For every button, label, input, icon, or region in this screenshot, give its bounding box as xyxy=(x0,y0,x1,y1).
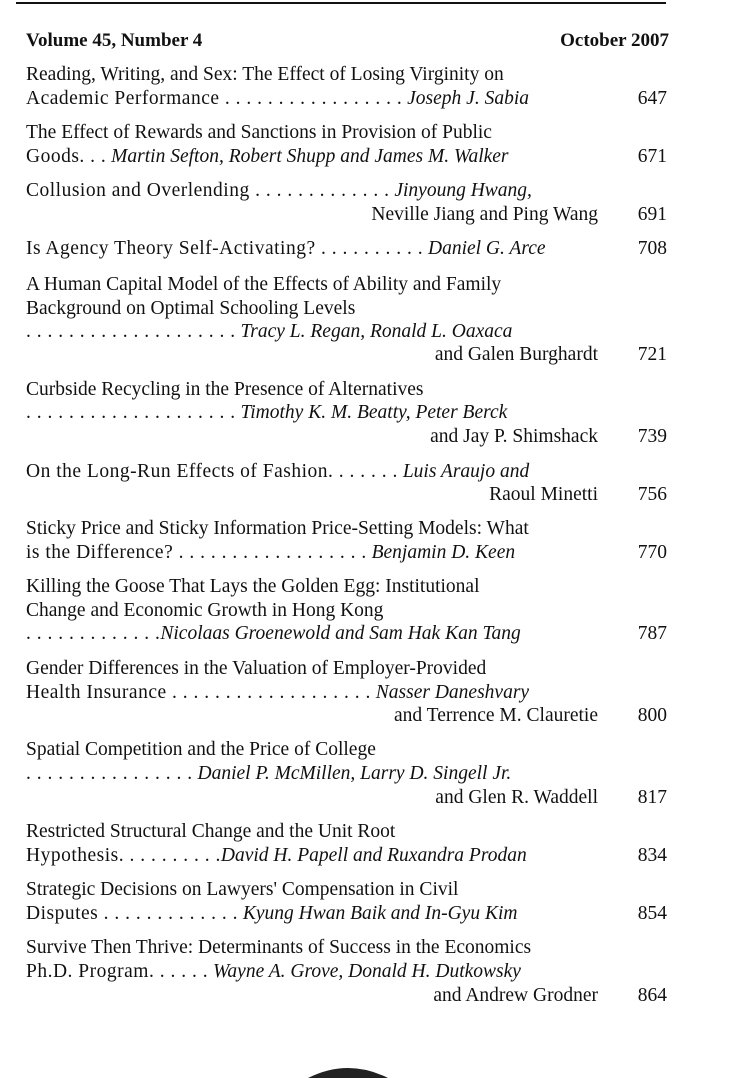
footer-ornament-icon xyxy=(306,1064,390,1078)
article-title-lead-line xyxy=(26,682,529,704)
author-names-continued: and Galen Burghardt xyxy=(434,344,598,365)
author-names: Nasser Daneshvary xyxy=(375,682,530,703)
article-title-line: Killing the Goose That Lays the Golden Egg: Institutional xyxy=(26,576,480,597)
article-title-line: Background on Optimal Schooling Levels xyxy=(26,298,356,319)
article-title-lead-line xyxy=(26,542,515,564)
title-with-leader: On the Long-Run Effects of Fashion. . . . . . . xyxy=(26,461,398,482)
article-title-line: The Effect of Rewards and Sanctions in Provision of Public xyxy=(26,122,492,143)
author-names-continued: and Jay P. Shimshack xyxy=(430,426,598,447)
title-with-leader: Hypothesis. . . . . . . . . . xyxy=(26,845,221,866)
article-title-lead-line xyxy=(26,180,532,202)
title-with-leader: Health Insurance . . . . . . . . . . . . . . . . . . . xyxy=(26,682,371,703)
page-number: 691 xyxy=(637,204,667,225)
title-with-leader: Collusion and Overlending . . . . . . . . . . . . . xyxy=(26,180,390,201)
article-title-line: Restricted Structural Change and the Unit Root xyxy=(26,821,396,842)
article-title-lead-line xyxy=(26,461,529,483)
article-title-lead-line xyxy=(26,763,511,785)
page-number: 739 xyxy=(637,426,667,447)
article-title-lead-line xyxy=(26,238,546,260)
author-names: Nicolaas Groenewold and Sam Hak Kan Tang xyxy=(160,623,521,644)
article-title-lead-line xyxy=(26,402,507,424)
article-title-lead-line xyxy=(26,321,512,343)
article-title-lead-line xyxy=(26,146,509,168)
article-title-lead-line xyxy=(26,845,527,867)
page-number: 787 xyxy=(637,623,667,644)
article-title-line: Reading, Writing, and Sex: The Effect of Losing Virginity on xyxy=(26,64,504,85)
article-title-lead-line xyxy=(26,961,521,983)
author-names: Daniel P. McMillen, Larry D. Singell Jr. xyxy=(197,763,512,784)
author-names: Daniel G. Arce xyxy=(427,238,546,259)
author-names: Martin Sefton, Robert Shupp and James M. Walker xyxy=(111,146,509,167)
title-with-leader: Is Agency Theory Self-Activating? . . . . . . . . . . xyxy=(26,238,424,259)
article-title-line: Sticky Price and Sticky Information Price-Setting Models: What xyxy=(26,518,529,539)
leader-dots: . . . . . . . . . . . . . . . . . . . . xyxy=(26,321,236,342)
article-title-line: Spatial Competition and the Price of College xyxy=(26,739,376,760)
author-names: Tracy L. Regan, Ronald L. Oaxaca xyxy=(240,321,513,342)
author-names-continued: and Andrew Grodner xyxy=(433,985,598,1006)
article-title-line: Gender Differences in the Valuation of Employer-Provided xyxy=(26,658,487,679)
author-names: Benjamin D. Keen xyxy=(371,542,516,563)
leader-dots: . . . . . . . . . . . . . . . . xyxy=(26,763,193,784)
author-names: Jinyoung Hwang, xyxy=(394,180,532,201)
article-title-lead-line xyxy=(26,903,517,925)
page-number: 854 xyxy=(637,903,667,924)
article-title-line: A Human Capital Model of the Effects of Ability and Family xyxy=(26,274,502,295)
article-title-line: Curbside Recycling in the Presence of Alternatives xyxy=(26,379,424,400)
leader-dots: . . . . . . . . . . . . . xyxy=(26,623,161,644)
author-names: Wayne A. Grove, Donald H. Dutkowsky xyxy=(212,961,521,982)
author-names-continued: and Terrence M. Clauretie xyxy=(393,705,598,726)
title-with-leader: Disputes . . . . . . . . . . . . . xyxy=(26,903,238,924)
page-number: 800 xyxy=(637,705,667,726)
article-title-lead-line xyxy=(26,88,529,110)
leader-dots: . . . . . . . . . . . . . . . . . . . . xyxy=(26,402,236,423)
page-number: 721 xyxy=(637,344,667,365)
author-names: Kyung Hwan Baik and In-Gyu Kim xyxy=(242,903,518,924)
author-names: David H. Papell and Ruxandra Prodan xyxy=(220,845,527,866)
page-number: 834 xyxy=(637,845,667,866)
page-number: 708 xyxy=(637,238,667,259)
issue-date: October 2007 xyxy=(560,30,669,51)
article-title-line: Survive Then Thrive: Determinants of Success in the Economics xyxy=(26,937,532,958)
author-names: Luis Araujo and xyxy=(402,461,530,482)
title-with-leader: is the Difference? . . . . . . . . . . . . . . . . . . xyxy=(26,542,367,563)
article-title-lead-line xyxy=(26,623,521,645)
article-title-line: Strategic Decisions on Lawyers' Compensation in Civil xyxy=(26,879,459,900)
page-number: 647 xyxy=(637,88,667,109)
page-number: 756 xyxy=(637,484,667,505)
article-title-line: Change and Economic Growth in Hong Kong xyxy=(26,600,384,621)
title-with-leader: Goods. . . xyxy=(26,146,107,167)
page-number: 671 xyxy=(637,146,667,167)
page-number: 817 xyxy=(637,787,667,808)
author-names: Timothy K. M. Beatty, Peter Berck xyxy=(240,402,508,423)
title-with-leader: Ph.D. Program. . . . . . xyxy=(26,961,209,982)
author-names: Joseph J. Sabia xyxy=(407,88,530,109)
page-number: 864 xyxy=(637,985,667,1006)
volume-label: Volume 45, Number 4 xyxy=(26,30,203,51)
author-names-continued: Raoul Minetti xyxy=(489,484,598,505)
author-names-continued: Neville Jiang and Ping Wang xyxy=(371,204,598,225)
author-names-continued: and Glen R. Waddell xyxy=(435,787,598,808)
page-number: 770 xyxy=(637,542,667,563)
title-with-leader: Academic Performance . . . . . . . . . . . . . . . . . xyxy=(26,88,403,109)
